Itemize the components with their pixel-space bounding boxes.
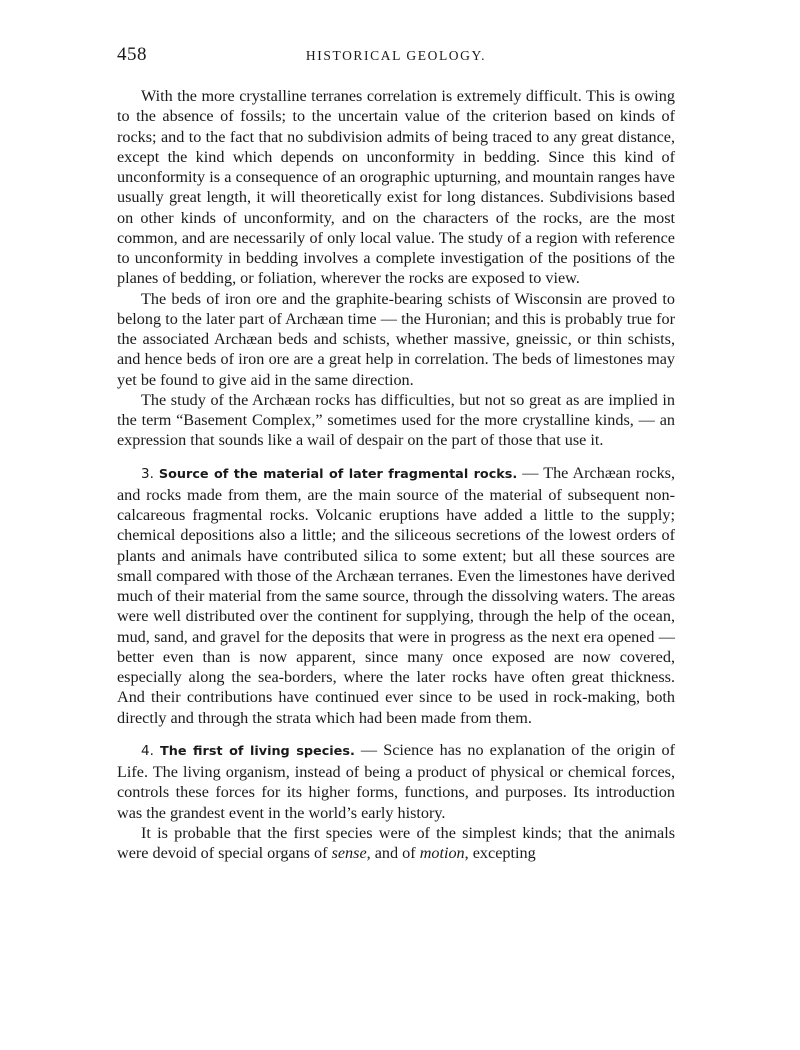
page-number: 458 bbox=[117, 44, 147, 65]
paragraph: With the more crystalline terranes correlation is extremely difficult. This is owing to the absence of fossils; to the uncertain value of the criterion based on kinds of rocks; and to the fact that no subdivision admits of being traced to any great distance, except the kind which depends on unconformity in bedding. Since this kind of unconformity is a consequence of an orographic upturning, and mountain ranges have usually great length, it will theoretically exist for long distances. Subdivisions based on other kinds of unconformity, and on the characters of the rocks, are the most common, and are necessarily of only local value. The study of a region with reference to unconformity in bedding involves a complete investigation of the positions of the planes of bedding, or foliation, wherever the rocks are exposed to view. bbox=[117, 87, 675, 288]
book-page bbox=[117, 44, 675, 863]
section-heading: Source of the material of later fragmental rocks. bbox=[158, 466, 518, 482]
section-number: 4. bbox=[141, 742, 154, 759]
paragraph: The beds of iron ore and the graphite-bearing schists of Wisconsin are proved to belong to the later part of Archæan time — the Huronian; and this is probably true for the associated Archæan beds and schists, whether massive, gneissic, or thin schists, and hence beds of iron ore are a great help in correlation. The beds of limestones may yet be found to give aid in the same direction. bbox=[117, 289, 675, 389]
italic-term: sense bbox=[331, 844, 367, 862]
running-title: HISTORICAL GEOLOGY. bbox=[305, 48, 487, 63]
section-number: 3. bbox=[141, 465, 154, 482]
section-text: — Science has no explanation of the origin of Life. The living organism, instead of being a product of physical or chemical forces, controls these forces for its higher forms, functions, and purposes. Its introduction was the grandest event in the world’s early history. bbox=[117, 740, 675, 822]
paragraph bbox=[117, 823, 675, 864]
running-header bbox=[117, 44, 675, 74]
text-run: , excepting bbox=[464, 844, 536, 862]
paragraph: The study of the Archæan rocks has difficulties, but not so great as are implied in the term “Basement Complex,” sometimes used for the more crystalline kinds, — an expression that sounds like a wail of despair on the part of those that use it. bbox=[117, 390, 675, 450]
text-run: , and of bbox=[366, 844, 420, 862]
section-text: — The Archæan rocks, and rocks made from them, are the main source of the material of subsequent non-calcareous fragmental rocks. Volcanic eruptions have added a little to the supply; chemical depositions also a little; and the siliceous secretions of the lowest orders of plants and animals have contributed silica to some extent; but all these sources are small compared with those of the Archæan terranes. Even the limestones have derived much of their material from the same source, through the dissolving waters. The areas were well distributed over the continent for supplying, through the help of the ocean, mud, sand, and gravel for the deposits that were in progress as the next era opened — better even than is now apparent, since many once exposed are now covered, especially along the sea-borders, where the later rocks have often great thickness. And their contributions have continued ever since to be used in rock-making, both directly and through the strata which had been made from them. bbox=[117, 463, 676, 727]
italic-term: motion bbox=[419, 844, 465, 862]
section-4-paragraph bbox=[117, 740, 675, 823]
text-run: It is probable that the first species were of the simplest kinds; that the animals were devoid of special organs of bbox=[117, 823, 675, 862]
section-3-paragraph bbox=[117, 463, 675, 728]
section-heading: The first of living species. bbox=[160, 743, 355, 759]
body-text bbox=[117, 86, 675, 863]
